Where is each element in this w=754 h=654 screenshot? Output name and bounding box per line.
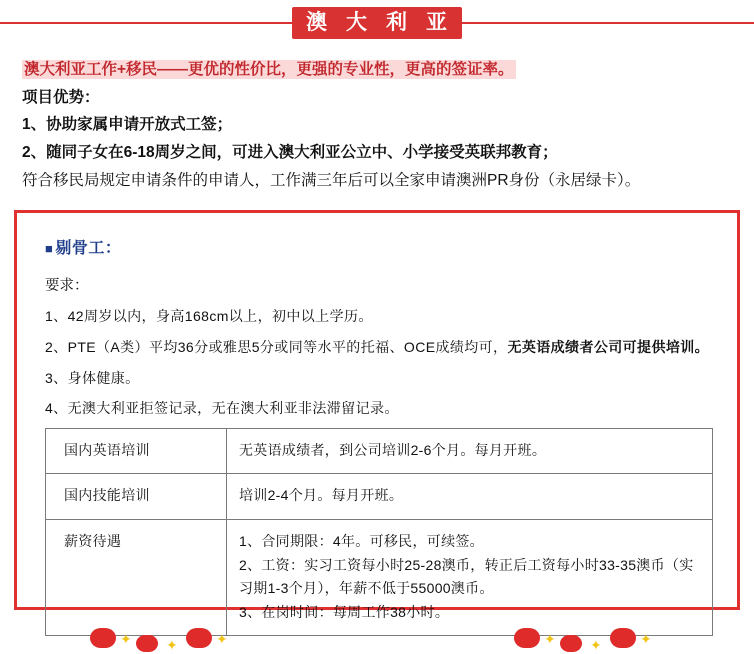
table-row [46, 474, 713, 519]
requirement-item-2-bold: 无英语成绩者公司可提供培训。 [507, 338, 710, 355]
sparkle-icon: ✦ [640, 631, 652, 647]
lantern-icon [514, 628, 540, 648]
table-cell-value-skill-training [227, 474, 713, 519]
job-detail-box [14, 210, 740, 620]
table-value-line: 2、工资：实习工资每小时25-28澳币，转正后工资每小时33-35澳币（实习期1-3个月），年薪不低于55000澳币。 [239, 557, 694, 596]
table-cell-label-english-training: 国内英语培训 [46, 428, 227, 473]
intro-note: 符合移民局规定申请条件的申请人，工作满三年后可以全家申请澳洲PR身份（永居绿卡）。 [22, 171, 641, 189]
table-value-line: 培训2-4个月。每月开班。 [239, 487, 404, 504]
job-title-row [45, 235, 715, 258]
table-cell-label-salary: 薪资待遇 [46, 519, 227, 636]
sparkle-icon: ✦ [120, 631, 132, 647]
table-value-line: 无英语成绩者，到公司培训2-6个月。每月开班。 [239, 441, 547, 458]
banner-title [292, 7, 462, 39]
table-row [46, 428, 713, 473]
lantern-icon [90, 628, 116, 648]
banner-char-4: 亚 [426, 11, 448, 34]
intro-section [0, 46, 754, 194]
intro-line-2: 2、随同子女在6-18周岁之间，可进入澳大利亚公立中、小学接受英联邦教育； [22, 143, 558, 161]
decoration-right-group [514, 618, 664, 654]
sparkle-icon: ✦ [544, 631, 556, 647]
square-bullet-icon: ■ [45, 241, 54, 257]
intro-headline-row [22, 57, 732, 84]
requirements-label: 要求： [45, 278, 89, 295]
header-banner [0, 0, 754, 46]
sparkle-icon: ✦ [590, 637, 602, 653]
decoration-left-group [90, 618, 240, 654]
job-title: 剔骨工： [55, 240, 122, 258]
table-cell-label-skill-training: 国内技能培训 [46, 474, 227, 519]
intro-line-1: 1、协助家属申请开放式工签； [22, 116, 233, 134]
table-cell-value-english-training [227, 428, 713, 473]
banner-char-2: 大 [346, 11, 368, 34]
job-info-table [45, 428, 713, 636]
lantern-icon [560, 635, 582, 652]
sparkle-icon: ✦ [216, 631, 228, 647]
requirement-item-4: 4、无澳大利亚拒签记录，无在澳大利亚非法滞留记录。 [45, 400, 399, 417]
requirement-item-3: 3、身体健康。 [45, 369, 140, 386]
banner-char-3: 利 [386, 11, 408, 34]
table-value-line: 3、在岗时间：每周工作38小时。 [239, 603, 450, 620]
requirement-item-1: 1、42周岁以内，身高168cm以上，初中以上学历。 [45, 308, 373, 325]
bottom-decoration [0, 618, 754, 653]
intro-headline: 澳大利亚工作+移民——更优的性价比，更强的专业性，更高的签证率。 [24, 61, 514, 78]
intro-subtitle: 项目优势： [22, 88, 100, 106]
requirement-item-2-text: 2、PTE（A类）平均36分或雅思5分或同等水平的托福、OCE成绩均可， [45, 338, 508, 355]
table-value-line: 1、合同期限：4年。可移民，可续签。 [239, 532, 484, 549]
sparkle-icon: ✦ [166, 637, 178, 653]
lantern-icon [186, 628, 212, 648]
banner-char-1: 澳 [306, 11, 328, 34]
lantern-icon [136, 635, 158, 652]
lantern-icon [610, 628, 636, 648]
requirement-item-2 [45, 336, 715, 359]
